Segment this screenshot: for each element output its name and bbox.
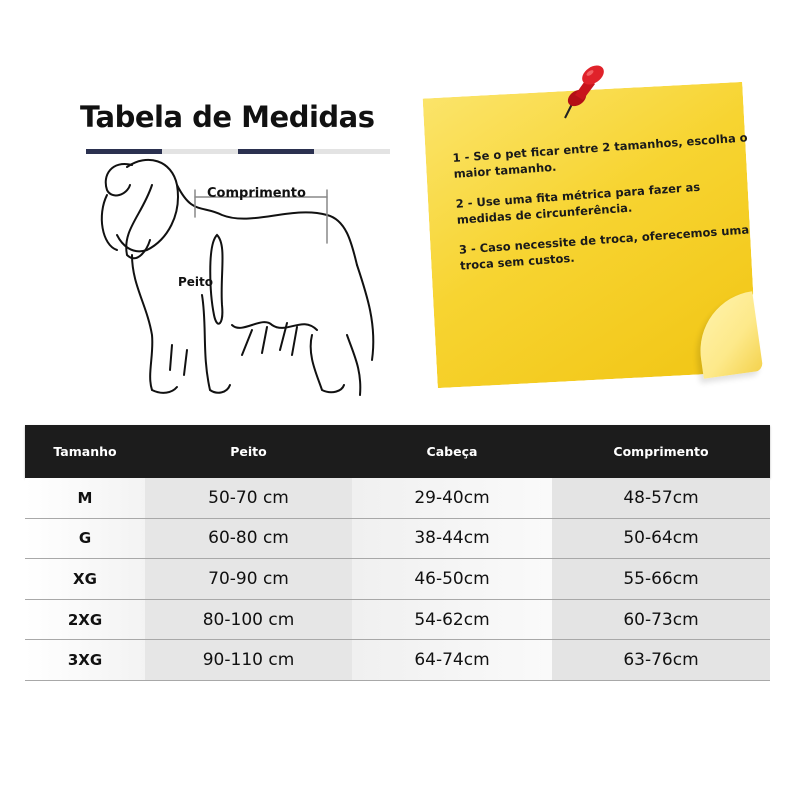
cell-size: G (25, 519, 145, 559)
cell-size: 3XG (25, 640, 145, 680)
cell-chest: 80-100 cm (145, 600, 352, 640)
cell-length: 60-73cm (552, 600, 770, 640)
header-head: Cabeça (426, 444, 478, 459)
header-chest: Peito (230, 444, 267, 459)
tip-item: 2 - Use uma fita métrica para fazer as medidas de circunferência. (455, 179, 701, 227)
cell-head: 64-74cm (352, 640, 552, 680)
cell-length: 55-66cm (552, 559, 770, 599)
cell-head: 38-44cm (352, 519, 552, 559)
length-label: Comprimento (207, 186, 306, 201)
table-row (25, 600, 770, 641)
pushpin-icon (555, 60, 615, 120)
header-size: Tamanho (53, 444, 117, 459)
cell-head: 54-62cm (352, 600, 552, 640)
chest-label: Peito (178, 275, 214, 289)
cell-length: 48-57cm (552, 478, 770, 518)
header-length: Comprimento (613, 444, 709, 459)
cell-chest: 50-70 cm (145, 478, 352, 518)
cell-chest: 70-90 cm (145, 559, 352, 599)
tip-item: 1 - Se o pet ficar entre 2 tamanhos, escolha o maior tamanho. (452, 130, 749, 181)
cell-length: 50-64cm (552, 519, 770, 559)
sticky-note (430, 90, 755, 390)
tip-item: 3 - Caso necessite de troca, oferecemos uma troca sem custos. (458, 222, 750, 273)
tips-list (452, 129, 761, 288)
title-underline (86, 149, 390, 154)
page-title: Tabela de Medidas (80, 100, 375, 134)
table-row (25, 478, 770, 519)
cell-head: 46-50cm (352, 559, 552, 599)
table-header (25, 425, 770, 478)
table-row (25, 519, 770, 560)
cell-chest: 90-110 cm (145, 640, 352, 680)
cell-size: M (25, 478, 145, 518)
cell-length: 63-76cm (552, 640, 770, 680)
cell-chest: 60-80 cm (145, 519, 352, 559)
cell-size: XG (25, 559, 145, 599)
table-row (25, 640, 770, 681)
cell-head: 29-40cm (352, 478, 552, 518)
size-table (25, 425, 770, 681)
cell-size: 2XG (25, 600, 145, 640)
table-row (25, 559, 770, 600)
